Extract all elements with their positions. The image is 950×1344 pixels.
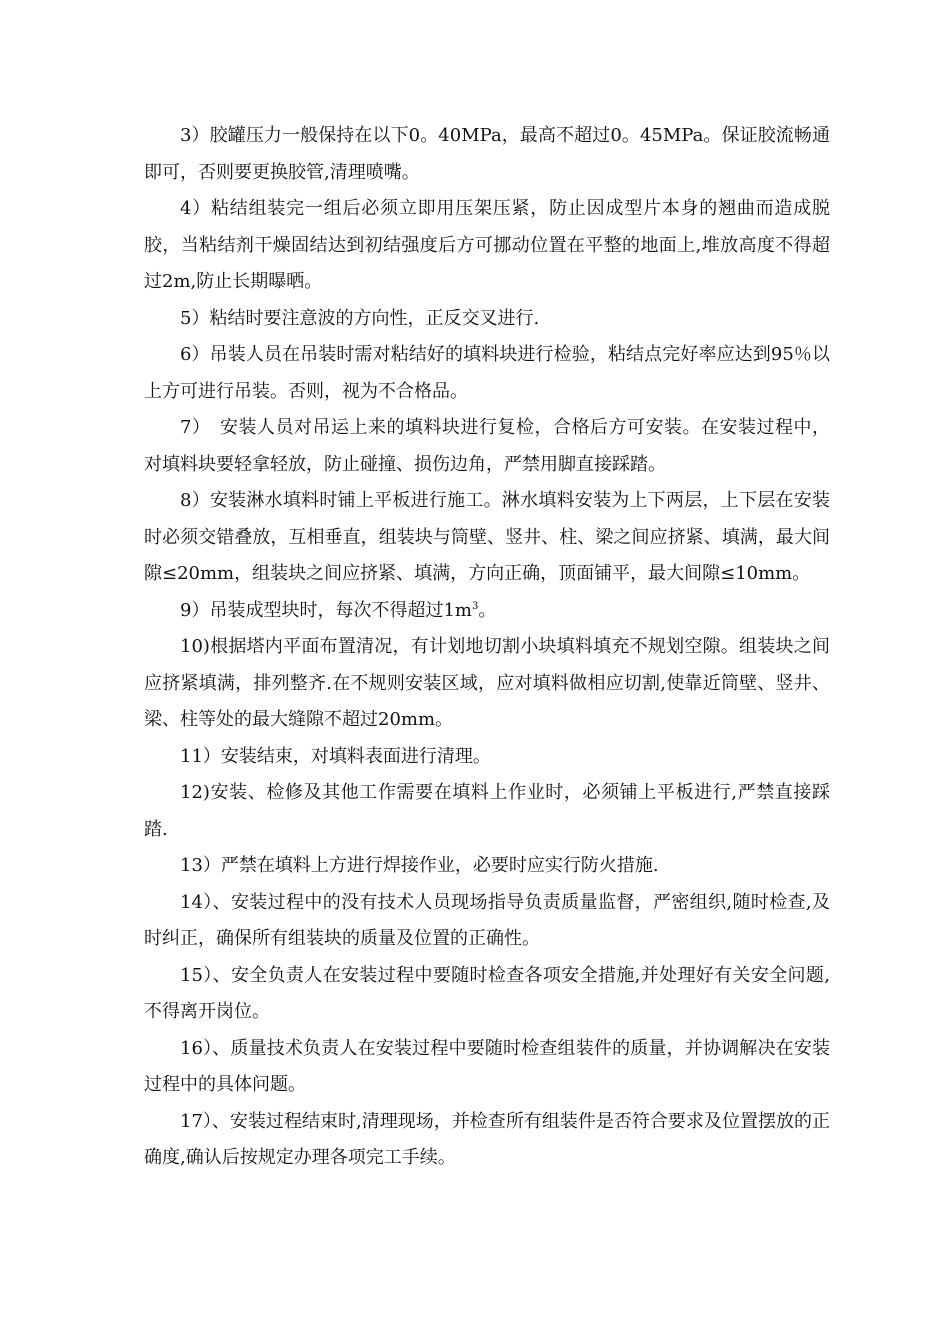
document-body <box>144 118 830 1177</box>
paragraph-13: 13）严禁在填料上方进行焊接作业，必要时应实行防火措施. <box>180 855 659 876</box>
paragraph-6: 6）吊装人员在吊装时需对粘结好的填料块进行检验，粘结点完好率应达到95％以上方可进行吊装。否则，视为不合格品。 <box>144 344 830 402</box>
paragraph-9 <box>144 593 830 630</box>
paragraph-5: 5）粘结时要注意波的方向性，正反交叉进行. <box>180 307 540 329</box>
paragraph-9-end: 。 <box>478 599 497 621</box>
paragraph-16: 16）、质量技术负责人在安装过程中要随时检查组装件的质量，并协调解决在安装过程中的具体问题。 <box>144 1037 830 1095</box>
paragraph-10: 10)根据塔内平面布置清况，有计划地切割小块填料填充不规划空隙。组装块之间应挤紧填满，排列整齐.在不规则安装区域，应对填料做相应切割,使靠近筒壁、竖井、梁、柱等处的最大缝隙不超过20mm。 <box>144 636 830 730</box>
paragraph-17: 17）、安装过程结束时,清理现场，并检查所有组装件是否符合要求及位置摆放的正确度,确认后按规定办理各项完工手续。 <box>144 1110 830 1168</box>
cubic-superscript: 3 <box>471 600 479 612</box>
paragraph-7: 7） 安装人员对吊运上来的填料块进行复检，合格后方可安装。在安装过程中，对填料块要轻拿轻放，防止碰撞、损伤边角，严禁用脚直接踩踏。 <box>144 417 830 475</box>
paragraph-14: 14）、安装过程中的没有技术人员现场指导负责质量监督，严密组织,随时检查,及时纠正，确保所有组装块的质量及位置的正确性。 <box>144 891 830 949</box>
paragraph-8: 8）安装淋水填料时铺上平板进行施工。淋水填料安装为上下两层，上下层在安装时必须交错叠放，互相垂直，组装块与筒壁、竖井、柱、梁之间应挤紧、填满，最大间隙≤20mm，组装块之间应挤紧、填满，方向正确，顶面铺平，最大间隙≤10mm。 <box>144 490 830 584</box>
paragraph-15: 15）、安全负责人在安装过程中要随时检查各项安全措施,并处理好有关安全问题,不得离开岗位。 <box>144 964 830 1022</box>
paragraph-9-text: 9）吊装成型块时，每次不得超过1m <box>180 599 472 621</box>
paragraph-12: 12)安装、检修及其他工作需要在填料上作业时，必须铺上平板进行,严禁直接踩踏. <box>144 782 830 840</box>
paragraph-11: 11）安装结束，对填料表面进行清理。 <box>180 745 491 767</box>
paragraph-3: 3）胶罐压力一般保持在以下0。40MPa，最高不超过0。45MPa。保证胶流畅通即可，否则要更换胶管,清理喷嘴。 <box>144 125 830 183</box>
paragraph-4: 4）粘结组装完一组后必须立即用压架压紧，防止因成型片本身的翘曲而造成脱胶，当粘结剂干燥固结达到初结强度后方可挪动位置在平整的地面上,堆放高度不得超过2m,防止长期曝晒。 <box>144 198 830 292</box>
